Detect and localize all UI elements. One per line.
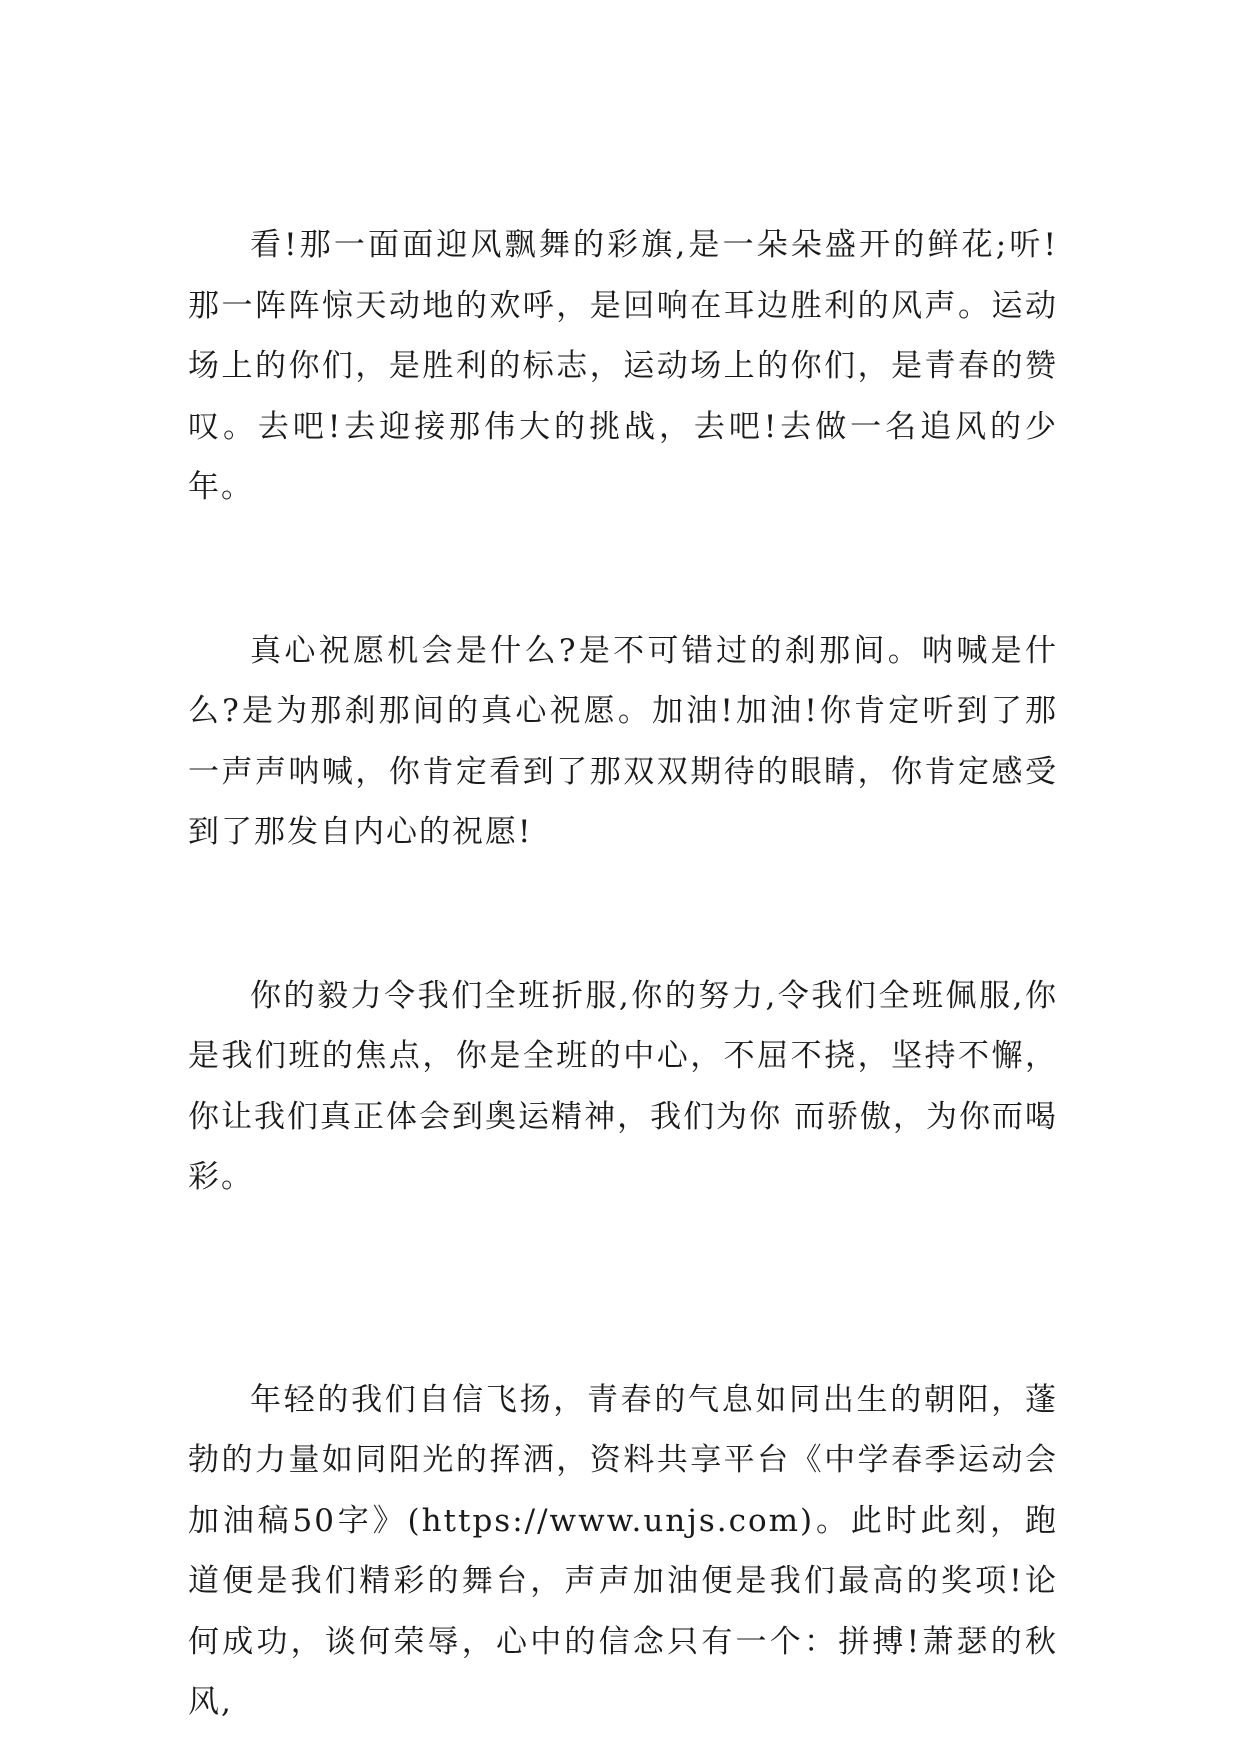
document-body xyxy=(188,215,1058,1733)
paragraph-2: 真心祝愿机会是什么?是不可错过的刹那间。呐喊是什么?是为那刹那间的真心祝愿。加油!加油!你肯定听到了那一声声呐喊，你肯定看到了那双双期待的眼睛，你肯定感受到了那发自内心的祝愿! xyxy=(188,632,1058,850)
paragraph-3: 你的毅力令我们全班折服,你的努力,令我们全班佩服,你是我们班的焦点，你是全班的中心，不屈不挠，坚持不懈，你让我们真正体会到奥运精神，我们为你 而骄傲，为你而喝彩。 xyxy=(188,977,1058,1195)
paragraph-1: 看!那一面面迎风飘舞的彩旗,是一朵朵盛开的鲜花;听!那一阵阵惊天动地的欢呼，是回响在耳边胜利的风声。运动场上的你们，是胜利的标志，运动场上的你们，是青春的赞叹。去吧!去迎接那伟大的挑战，去吧!去做一名追风的少年。 xyxy=(188,227,1058,505)
paragraph-4: 年轻的我们自信飞扬，青春的气息如同出生的朝阳，蓬勃的力量如同阳光的挥洒，资料共享平台《中学春季运动会加油稿50字》(https://www.unjs.com)。此时此刻，跑道便是我们精彩的舞台，声声加油便是我们最高的奖项!论何成功，谈何荣辱，心中的信念只有一个：拼搏!萧瑟的秋风, xyxy=(188,1381,1058,1720)
